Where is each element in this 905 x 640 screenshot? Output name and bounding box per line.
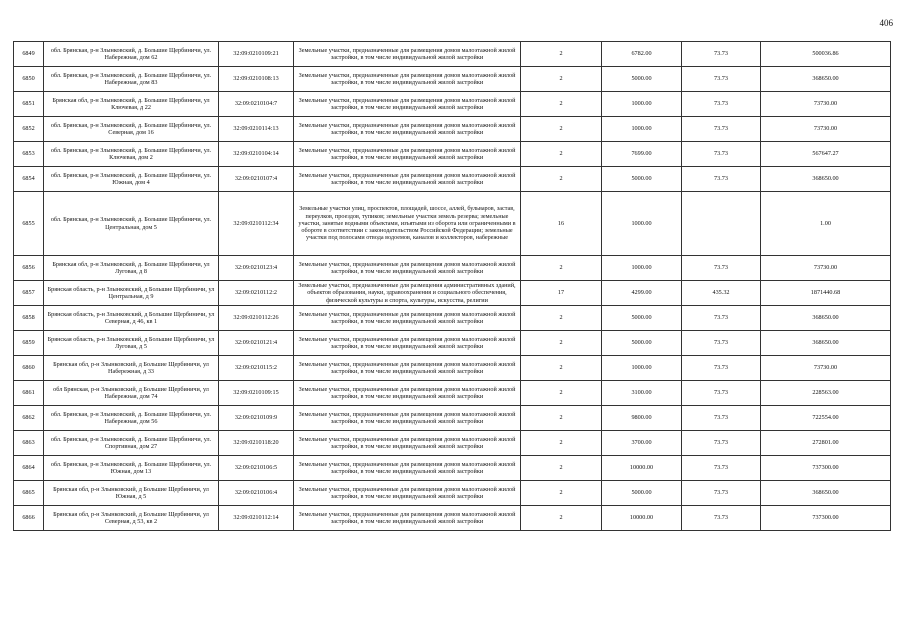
address-cell: Брянская обл, р-н Злынковский, д Большие Щербиничи, ул Южная, д 5	[44, 481, 219, 506]
category-code-cell: 2	[521, 431, 602, 456]
category-code-cell: 2	[521, 117, 602, 142]
address-cell: Брянская обл, р-н Злынковский, д Большие Щербиничи, ул Набережная, д 33	[44, 356, 219, 381]
specific-value-cell: 73.73	[682, 167, 761, 192]
cadastral-number-cell: 32:09:0210104:14	[219, 142, 294, 167]
table-row	[14, 92, 891, 117]
specific-value-cell: 73.73	[682, 256, 761, 281]
cadastral-value-cell: 500036.86	[761, 42, 891, 67]
address-cell: обл. Брянская, р-н Злынковский, д. Большие Щербиничи, ул. Южная, дом 13	[44, 456, 219, 481]
address-cell: обл. Брянская, р-н Злынковский, д. Большие Щербиничи, ул. Северная, дом 16	[44, 117, 219, 142]
category-code-cell: 2	[521, 506, 602, 531]
cadastral-value-cell: 368650.00	[761, 67, 891, 92]
row-number-cell: 6858	[14, 306, 44, 331]
category-code-cell: 2	[521, 481, 602, 506]
table-row	[14, 481, 891, 506]
cadastral-number-cell: 32:09:0210106:5	[219, 456, 294, 481]
cadastral-value-cell: 567647.27	[761, 142, 891, 167]
cadastral-number-cell: 32:09:0210109:9	[219, 406, 294, 431]
row-number-cell: 6866	[14, 506, 44, 531]
category-code-cell: 17	[521, 281, 602, 306]
address-cell: Брянская область, р-н Злынковский, д Большие Щербиничи, ул Центральная, д 9	[44, 281, 219, 306]
cadastral-value-cell: 1.00	[761, 192, 891, 256]
category-code-cell: 2	[521, 142, 602, 167]
land-use-category-cell: Земельные участки, предназначенные для размещения домов малоэтажной жилой застройки, в том числе индивидуальной жилой застройки	[294, 167, 521, 192]
address-cell: Брянская обл, р-н Злынковский, д. Большие Щербиничи, ул Луговая, д 8	[44, 256, 219, 281]
cadastral-number-cell: 32:09:0210112:2	[219, 281, 294, 306]
area-cell: 7699.00	[602, 142, 682, 167]
category-code-cell: 2	[521, 456, 602, 481]
cadastral-number-cell: 32:09:0210109:21	[219, 42, 294, 67]
land-use-category-cell: Земельные участки, предназначенные для размещения домов малоэтажной жилой застройки, в том числе индивидуальной жилой застройки	[294, 117, 521, 142]
cadastral-number-cell: 32:09:0210107:4	[219, 167, 294, 192]
specific-value-cell: 73.73	[682, 142, 761, 167]
cadastral-value-cell: 368650.00	[761, 481, 891, 506]
specific-value-cell: 73.73	[682, 306, 761, 331]
category-code-cell: 2	[521, 167, 602, 192]
area-cell: 5000.00	[602, 167, 682, 192]
land-use-category-cell: Земельные участки улиц, проспектов, площадей, шоссе, аллей, бульваров, застав, переулков, проездов, тупиков; земельные участки земель резерва; земельные участки, занятые водными объектами, изъятыми из оборота или ограниченными в обороте в соответствии с законодательством Российской Федерации; земельные участки под полосами отвода водоемов, каналов и коллекторов, набережные	[294, 192, 521, 256]
cadastral-number-cell: 32:09:0210109:15	[219, 381, 294, 406]
land-use-category-cell: Земельные участки, предназначенные для размещения домов малоэтажной жилой застройки, в том числе индивидуальной жилой застройки	[294, 456, 521, 481]
table-row	[14, 42, 891, 67]
area-cell: 3700.00	[602, 431, 682, 456]
row-number-cell: 6855	[14, 192, 44, 256]
category-code-cell: 2	[521, 67, 602, 92]
specific-value-cell: 73.73	[682, 381, 761, 406]
table-row	[14, 281, 891, 306]
row-number-cell: 6861	[14, 381, 44, 406]
land-use-category-cell: Земельные участки, предназначенные для размещения домов малоэтажной жилой застройки, в том числе индивидуальной жилой застройки	[294, 331, 521, 356]
specific-value-cell: 73.73	[682, 331, 761, 356]
page-number: 406	[879, 18, 893, 28]
table-row	[14, 67, 891, 92]
area-cell: 5000.00	[602, 481, 682, 506]
category-code-cell: 2	[521, 406, 602, 431]
land-use-category-cell: Земельные участки, предназначенные для размещения домов малоэтажной жилой застройки, в том числе индивидуальной жилой застройки	[294, 142, 521, 167]
land-use-category-cell: Земельные участки, предназначенные для размещения домов малоэтажной жилой застройки, в том числе индивидуальной жилой застройки	[294, 356, 521, 381]
land-use-category-cell: Земельные участки, предназначенные для размещения домов малоэтажной жилой застройки, в том числе индивидуальной жилой застройки	[294, 406, 521, 431]
area-cell: 10000.00	[602, 506, 682, 531]
row-number-cell: 6859	[14, 331, 44, 356]
address-cell: обл. Брянская, р-н Злынковский, д. Большие Щербиничи, ул. Спортивная, дом 27	[44, 431, 219, 456]
specific-value-cell: 73.73	[682, 456, 761, 481]
address-cell: обл. Брянская, р-н Злынковский, д. Большие Щербиничи, ул. Набережная, дом 83	[44, 67, 219, 92]
cadastral-value-cell: 368650.00	[761, 331, 891, 356]
specific-value-cell: 73.73	[682, 117, 761, 142]
address-cell: обл Брянская, р-н Злынковский, д Большие Щербиничи, ул Набережная, дом 74	[44, 381, 219, 406]
cadastral-value-cell: 368650.00	[761, 306, 891, 331]
category-code-cell: 16	[521, 192, 602, 256]
table-row	[14, 192, 891, 256]
cadastral-value-cell: 368650.00	[761, 167, 891, 192]
category-code-cell: 2	[521, 256, 602, 281]
row-number-cell: 6863	[14, 431, 44, 456]
table-row	[14, 167, 891, 192]
land-use-category-cell: Земельные участки, предназначенные для размещения домов малоэтажной жилой застройки, в том числе индивидуальной жилой застройки	[294, 381, 521, 406]
land-use-category-cell: Земельные участки, предназначенные для размещения домов малоэтажной жилой застройки, в том числе индивидуальной жилой застройки	[294, 42, 521, 67]
cadastral-number-cell: 32:09:0210104:7	[219, 92, 294, 117]
table-row	[14, 356, 891, 381]
specific-value-cell: 73.73	[682, 67, 761, 92]
row-number-cell: 6853	[14, 142, 44, 167]
specific-value-cell: 73.73	[682, 506, 761, 531]
table-row	[14, 256, 891, 281]
address-cell: Брянская область, р-н Злынковский, д Большие Щербиничи, ул Северная, д 46, кв 1	[44, 306, 219, 331]
table-row	[14, 117, 891, 142]
specific-value-cell	[682, 192, 761, 256]
cadastral-number-cell: 32:09:0210112:26	[219, 306, 294, 331]
row-number-cell: 6849	[14, 42, 44, 67]
category-code-cell: 2	[521, 92, 602, 117]
area-cell: 4299.00	[602, 281, 682, 306]
cadastral-number-cell: 32:09:0210112:34	[219, 192, 294, 256]
cadastral-number-cell: 32:09:0210106:4	[219, 481, 294, 506]
cadastral-number-cell: 32:09:0210118:20	[219, 431, 294, 456]
area-cell: 5000.00	[602, 67, 682, 92]
area-cell: 1000.00	[602, 192, 682, 256]
cadastral-value-cell: 272801.00	[761, 431, 891, 456]
area-cell: 1000.00	[602, 92, 682, 117]
area-cell: 3100.00	[602, 381, 682, 406]
row-number-cell: 6857	[14, 281, 44, 306]
land-use-category-cell: Земельные участки, предназначенные для размещения домов малоэтажной жилой застройки, в том числе индивидуальной жилой застройки	[294, 306, 521, 331]
table-row	[14, 506, 891, 531]
cadastral-number-cell: 32:09:0210114:13	[219, 117, 294, 142]
cadastral-number-cell: 32:09:0210121:4	[219, 331, 294, 356]
table-row	[14, 306, 891, 331]
row-number-cell: 6851	[14, 92, 44, 117]
cadastral-value-cell: 737300.00	[761, 506, 891, 531]
cadastral-value-cell: 73730.00	[761, 256, 891, 281]
address-cell: Брянская обл, р-н Злынковский, д. Большие Щербиничи, ул Ключевая, д 22	[44, 92, 219, 117]
area-cell: 1000.00	[602, 117, 682, 142]
row-number-cell: 6865	[14, 481, 44, 506]
cadastral-number-cell: 32:09:0210123:4	[219, 256, 294, 281]
area-cell: 6782.00	[602, 42, 682, 67]
cadastral-number-cell: 32:09:0210112:14	[219, 506, 294, 531]
address-cell: обл. Брянская, р-н Злынковский, д. Большие Щербиничи, ул. Набережная, дом 56	[44, 406, 219, 431]
row-number-cell: 6864	[14, 456, 44, 481]
category-code-cell: 2	[521, 42, 602, 67]
specific-value-cell: 435.32	[682, 281, 761, 306]
table-row	[14, 406, 891, 431]
address-cell: обл. Брянская, р-н Злынковский, д. Большие Щербиничи, ул. Южная, дом 4	[44, 167, 219, 192]
table-row	[14, 431, 891, 456]
area-cell: 9800.00	[602, 406, 682, 431]
category-code-cell: 2	[521, 381, 602, 406]
land-use-category-cell: Земельные участки, предназначенные для размещения домов малоэтажной жилой застройки, в том числе индивидуальной жилой застройки	[294, 67, 521, 92]
category-code-cell: 2	[521, 331, 602, 356]
cadastral-value-cell: 228563.00	[761, 381, 891, 406]
area-cell: 10000.00	[602, 456, 682, 481]
address-cell: обл. Брянская, р-н Злынковский, д. Большие Щербиничи, ул. Ключевая, дом 2	[44, 142, 219, 167]
address-cell: обл. Брянская, р-н Злынковский, д. Большие Щербиничи, ул. Набережная, дом 62	[44, 42, 219, 67]
area-cell: 5000.00	[602, 331, 682, 356]
address-cell: обл. Брянская, р-н Злынковский, д. Большие Щербиничи, ул. Центральная, дом 5	[44, 192, 219, 256]
cadastral-number-cell: 32:09:0210108:13	[219, 67, 294, 92]
area-cell: 1000.00	[602, 356, 682, 381]
cadastral-value-cell: 1871440.68	[761, 281, 891, 306]
row-number-cell: 6852	[14, 117, 44, 142]
table-row	[14, 456, 891, 481]
specific-value-cell: 73.73	[682, 481, 761, 506]
land-use-category-cell: Земельные участки, предназначенные для размещения административных зданий, объектов образования, науки, здравоохранения и социального обеспечения, физической культуры и спорта, культуры, искусства, религии	[294, 281, 521, 306]
cadastral-number-cell: 32:09:0210115:2	[219, 356, 294, 381]
land-use-category-cell: Земельные участки, предназначенные для размещения домов малоэтажной жилой застройки, в том числе индивидуальной жилой застройки	[294, 92, 521, 117]
table-row	[14, 381, 891, 406]
cadastral-value-cell: 737300.00	[761, 456, 891, 481]
address-cell: Брянская обл, р-н Злынковский, д Большие Щербиничи, ул Северная, д 53, кв 2	[44, 506, 219, 531]
area-cell: 5000.00	[602, 306, 682, 331]
specific-value-cell: 73.73	[682, 431, 761, 456]
cadastral-value-cell: 73730.00	[761, 356, 891, 381]
row-number-cell: 6850	[14, 67, 44, 92]
land-use-category-cell: Земельные участки, предназначенные для размещения домов малоэтажной жилой застройки, в том числе индивидуальной жилой застройки	[294, 431, 521, 456]
address-cell: Брянская область, р-н Злынковский, д Большие Щербиничи, ул Луговая, д 5	[44, 331, 219, 356]
cadastral-value-cell: 73730.00	[761, 92, 891, 117]
row-number-cell: 6860	[14, 356, 44, 381]
cadastral-value-cell: 722554.00	[761, 406, 891, 431]
specific-value-cell: 73.73	[682, 356, 761, 381]
row-number-cell: 6856	[14, 256, 44, 281]
specific-value-cell: 73.73	[682, 406, 761, 431]
land-use-category-cell: Земельные участки, предназначенные для размещения домов малоэтажной жилой застройки, в том числе индивидуальной жилой застройки	[294, 481, 521, 506]
specific-value-cell: 73.73	[682, 92, 761, 117]
area-cell: 1000.00	[602, 256, 682, 281]
table-row	[14, 331, 891, 356]
table-body	[14, 42, 891, 531]
row-number-cell: 6862	[14, 406, 44, 431]
cadastral-value-table	[13, 41, 891, 531]
row-number-cell: 6854	[14, 167, 44, 192]
category-code-cell: 2	[521, 306, 602, 331]
land-use-category-cell: Земельные участки, предназначенные для размещения домов малоэтажной жилой застройки, в том числе индивидуальной жилой застройки	[294, 256, 521, 281]
land-use-category-cell: Земельные участки, предназначенные для размещения домов малоэтажной жилой застройки, в том числе индивидуальной жилой застройки	[294, 506, 521, 531]
table-row	[14, 142, 891, 167]
cadastral-value-cell: 73730.00	[761, 117, 891, 142]
category-code-cell: 2	[521, 356, 602, 381]
specific-value-cell: 73.73	[682, 42, 761, 67]
